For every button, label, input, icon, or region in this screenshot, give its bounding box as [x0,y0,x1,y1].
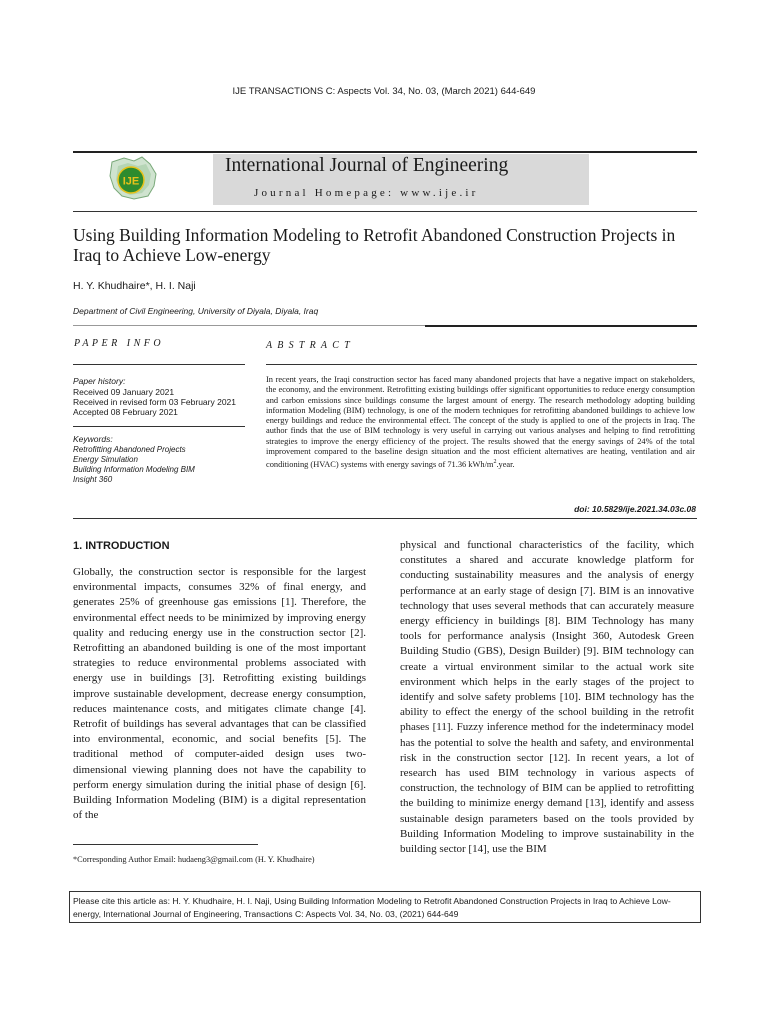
front-matter-bottom-rule [73,518,697,519]
history-label: Paper history: [73,376,126,386]
paper-info-heading: PAPER INFO [74,338,165,349]
journal-name: International Journal of Engineering [225,155,509,176]
keyword-item: Building Information Modeling BIM [73,465,195,474]
keywords-label: Keywords: [73,434,113,444]
logo-text: IJE [122,175,140,188]
history-received: Received 09 January 2021 [73,387,175,397]
paper-info-rule [73,364,245,365]
footnote-rule [73,844,258,845]
keywords-rule [73,426,245,427]
doi-link[interactable]: doi: 10.5829/ije.2021.34.03c.08 [574,504,696,514]
corresponding-author-footnote: *Corresponding Author Email: hudaeng3@gmail.com (H. Y. Khudhaire) [73,855,315,864]
abstract-text [266,375,695,470]
keyword-item: Insight 360 [73,475,113,484]
authors: H. Y. Khudhaire*, H. I. Naji [73,280,196,292]
journal-homepage: Journal Homepage: www.ije.ir [254,187,479,199]
abstract-rule [266,364,697,365]
journal-logo [104,152,160,202]
affiliation-rule-thick [425,325,697,327]
logo-emblem-icon [104,152,160,202]
abstract-body: In recent years, the Iraqi construction sector has faced many abandoned projects that have a negative impact on stakeholders, the economy, and the environment. Retrofitting existing buildings offer significant opportunities to reduce energy consumption and carbon emissions since buildings consume the largest amount of energy. The research methodology adopting building information Modeling (BIM) technology, is one of the modern techniques for retrofitting abandoned buildings to achieve low energy buildings and reduce the environmental effect. The concept of the study is applied to one of the projects in Iraq. The author finds that the use of BIM technology is very useful in carrying out various analyses and helping to find retrofitting strategies to improve the energy efficiency of the project. The results showed that the energy savings of 24% of the total improvement compared to the baseline design situation and the most efficient alternatives are heating, ventilation and air conditioning (HVAC) systems with energy savings of 71.36 kWh/m [266,375,695,470]
header-rule [73,151,697,153]
paper-title: Using Building Information Modeling to Retrofit Abandoned Construction Projects in Iraq to Achieve Low-energy [73,225,676,265]
affiliation: Department of Civil Engineering, University of Diyala, Diyala, Iraq [73,306,319,316]
section-heading: 1. INTRODUCTION [73,540,170,552]
intro-left-column: Globally, the construction sector is responsible for the largest environmental impacts, consumes 32% of final energy, and generates 25% of greenhouse gas emissions [1]. Therefore, the environmental effect needs to be minimized by improving energy quality and reducing energy use in the construction sector [2]. Retrofitting an abandoned building is one of the most important strategies to reduce environmental problems associated with energy use in buildings [3]. Retrofitting existing buildings improve sustainable development, decrease energy consumption, reduces maintenance costs, and mitigates climate change [4]. Retrofit of buildings has several advantages that can be classified into environmental, economic, and social benefits [5]. The traditional method of computer-aided design uses two-dimensional viewing planning does not have the capability to perform energy simulation during the initial phase of design [6]. Building Information Modeling (BIM) is a digital representation of the [73,566,366,822]
keyword-item: Retrofitting Abandoned Projects [73,445,186,454]
affiliation-rule-thin [73,325,425,326]
citation-text: Please cite this article as: H. Y. Khudhaire, H. I. Naji, Using Building Information Modeling to Retrofit Abandoned Construction Projects in Iraq to Achieve Low-energy, International Journal of Engineering, Transactions C: Aspects Vol. 34, No. 03, (2021) 644-649 [73,896,671,919]
header-bottom-rule [73,211,697,212]
history-revised: Received in revised form 03 February 2021 [73,397,236,407]
intro-right-column: physical and functional characteristics of the facility, which constitutes a shared and accurate knowledge platform for conducting sustainability measures and the analysis of energy performance at an early stage of design [7]. BIM is an innovative technology that uses several methods that can accurately measure energy efficiency in buildings [8]. BIM Technology has many tools for performance analysis (Insight 360, Autodesk Green Building Studio (GBS), Design Builder) [9]. BIM technology can create a virtual environment similar to the actual work site environment which helps in the early stages of the project to identify and solve safety problems [10]. BIM technology has the ability to effect the energy of the school building in the retrofit phases [11]. Fuzzy inference method for the indeterminacy model has the potential to solve the health and safety, and environmental risk in the construction sector [12]. In recent years, a lot of research has used BIM technology in various aspects of construction, the technology of BIM can be applied to retrofitting the building to minimize energy demand [13], identify and assess sustainable design parameters based on the tools provided by Building Information Modeling to improve sustainability in the building sector [14], use the BIM [400,539,694,856]
abstract-tail: .year. [496,460,515,470]
running-header: IJE TRANSACTIONS C: Aspects Vol. 34, No. 03, (March 2021) 644-649 [232,86,536,97]
keyword-item: Energy Simulation [73,455,138,464]
abstract-heading: ABSTRACT [266,340,355,351]
history-accepted: Accepted 08 February 2021 [73,407,178,417]
abstract-superscript: 2 [493,459,497,466]
